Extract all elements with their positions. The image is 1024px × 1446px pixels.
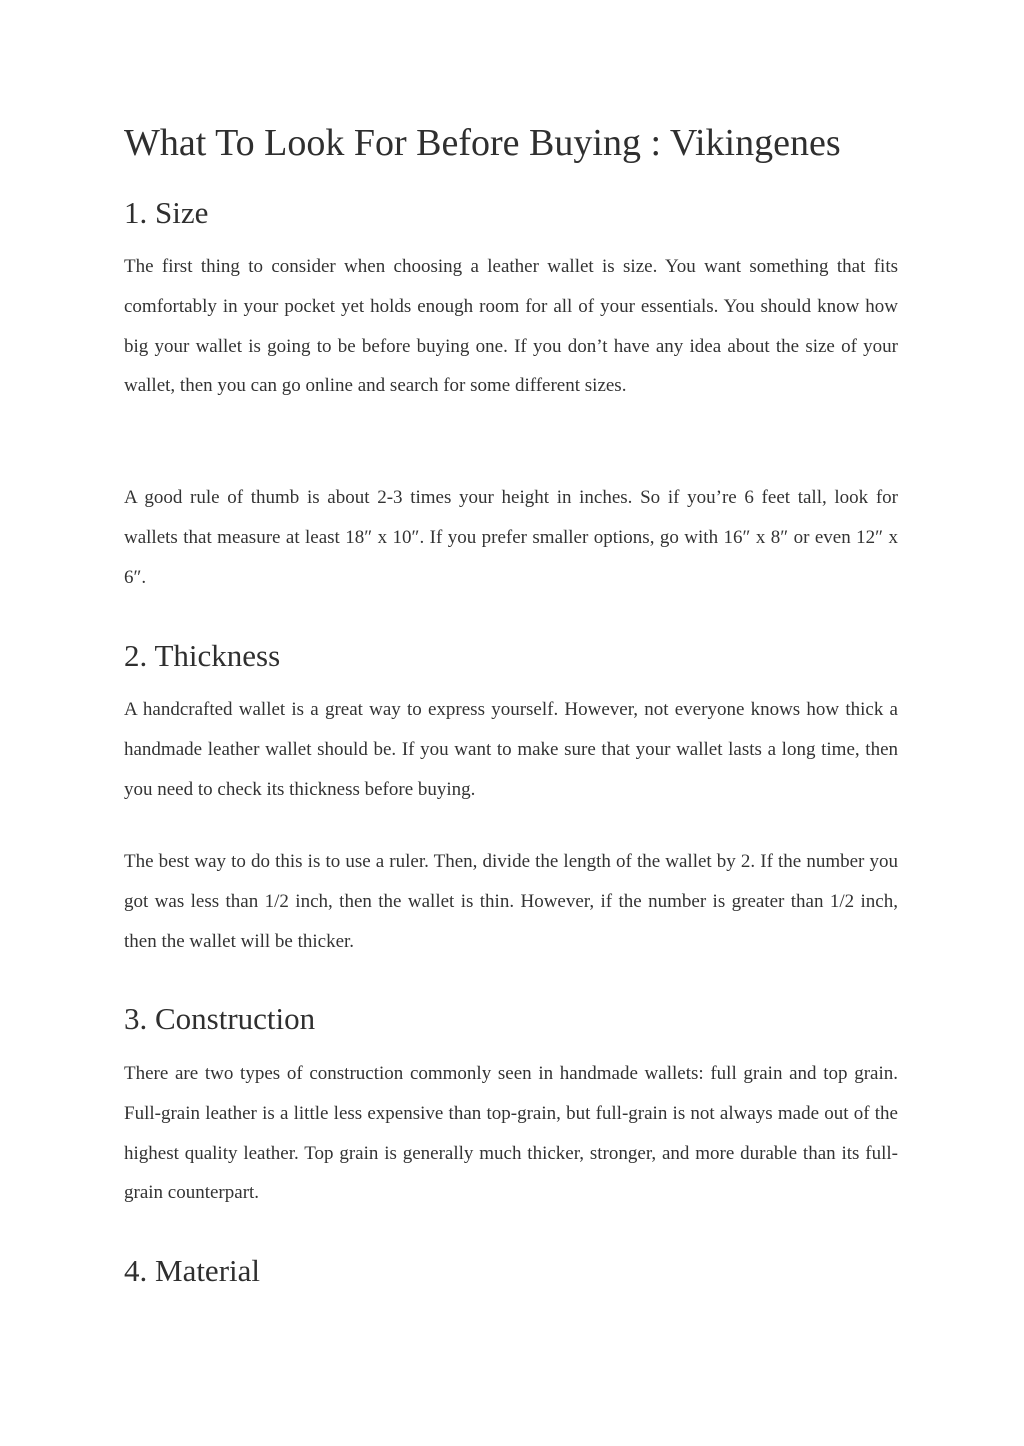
section-heading-construction: 3. Construction xyxy=(124,1001,316,1036)
section-heading-thickness: 2. Thickness xyxy=(124,638,281,673)
paragraph-thickness-1: A handcrafted wallet is a great way to express yourself. However, not everyone knows how thick a handmade leather wallet should be. If you want to make sure that your wallet lasts a long time, then you need to check its thickness before buying. xyxy=(124,699,898,800)
section-heading-size: 1. Size xyxy=(124,195,209,230)
paragraph-thickness-2: The best way to do this is to use a ruler. Then, divide the length of the wallet by 2. If the number you got was less than 1/2 inch, then the wallet is thin. However, if the number is greater than 1/2 inch, then the wallet will be thicker. xyxy=(124,851,898,952)
document-title: What To Look For Before Buying : Vikingenes xyxy=(124,122,841,164)
section-heading-material: 4. Material xyxy=(124,1253,261,1288)
paragraph-size-2: A good rule of thumb is about 2-3 times your height in inches. So if you’re 6 feet tall, look for wallets that measure at least 18″ x 10″. If you prefer smaller options, go with 16″ x 8″ or even 12″ x 6″. xyxy=(124,487,898,588)
paragraph-construction-1: There are two types of construction commonly seen in handmade wallets: full grain and top grain. Full-grain leather is a little less expensive than top-grain, but full-grain is not always made out of the highest quality leather. Top grain is generally much thicker, stronger, and more durable than its full-grain counterpart. xyxy=(124,1063,898,1204)
paragraph-size-1: The first thing to consider when choosing a leather wallet is size. You want something that fits comfortably in your pocket yet holds enough room for all of your essentials. You should know how big your wallet is going to be before buying one. If you don’t have any idea about the size of your wallet, then you can go online and search for some different sizes. xyxy=(124,256,898,397)
